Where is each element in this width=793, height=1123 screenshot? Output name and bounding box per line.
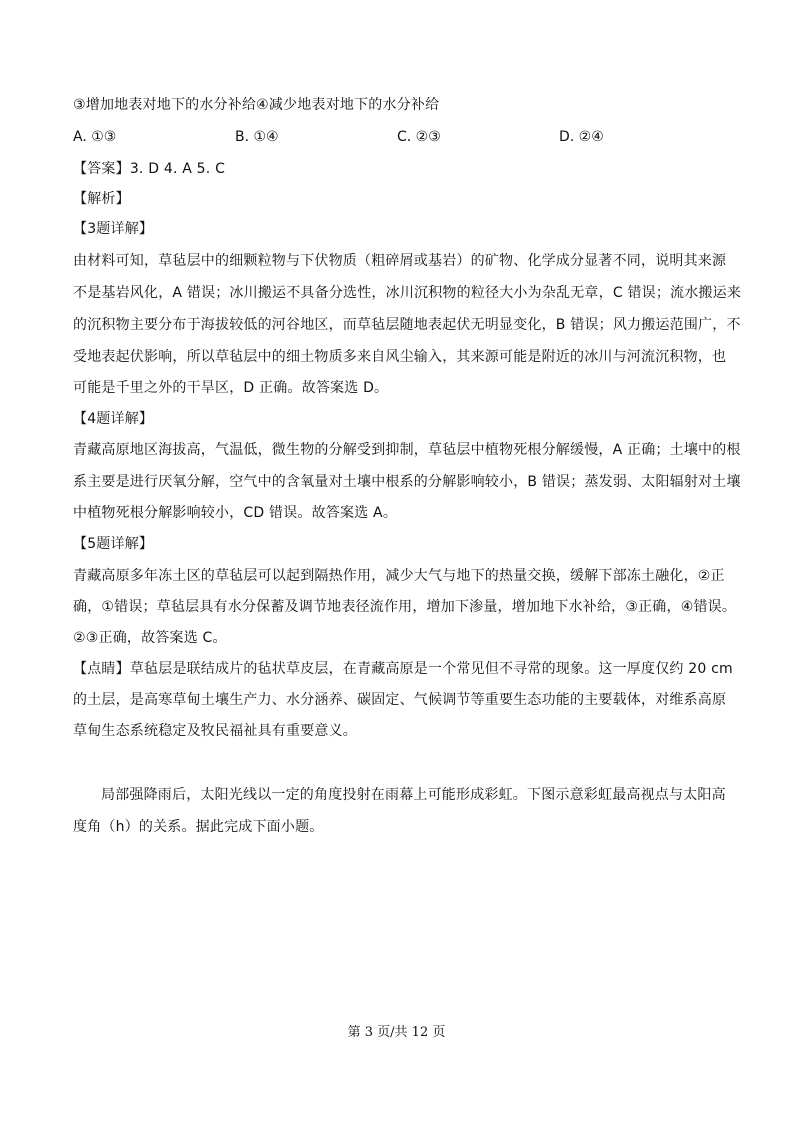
point-label: 【点睛】 (73, 661, 130, 677)
question-5-line: 确，①错误；草毡层具有水分保蓄及调节地表径流作用，增加下渗量，增加地下水补给，③正确，④错误。 (73, 599, 737, 615)
new-question-intro: 度角（h）的关系。据此完成下面小题。 (73, 819, 324, 835)
question-3-line: 不是基岩风化，A 错误；冰川搬运不具备分选性，冰川沉积物的粒径大小为杂乱无章，C 错误；流水搬运来 (73, 285, 742, 301)
point-line (73, 659, 733, 679)
option-c: C. ②③ (397, 129, 441, 145)
new-question-intro: 局部强降雨后，太阳光线以一定的角度投射在雨幕上可能形成彩虹。下图示意彩虹最高视点与太阳高 (101, 787, 726, 803)
question-4-label: 【4题详解】 (73, 411, 154, 427)
question-4-line: 青藏高原地区海拔高，气温低，微生物的分解受到抑制，草毡层中植物死根分解缓慢，A 正确；土壤中的根 (73, 442, 741, 458)
question-4-line: 系主要是进行厌氧分解，空气中的含氧量对土壤中根系的分解影响较小，B 错误；蒸发弱、太阳辐射对土壤 (73, 474, 741, 490)
answer-text: 3. D 4. A 5. C (129, 161, 226, 177)
page-footer: 第 3 页/共 12 页 (347, 1025, 446, 1040)
question-5-line: 青藏高原多年冻土区的草毡层可以起到隔热作用，减少大气与地下的热量交换，缓解下部冻土融化，②正 (73, 568, 725, 584)
option-b: B. ①④ (235, 129, 279, 145)
question-5-line: ②③正确，故答案选 C。 (73, 630, 227, 646)
question-3-line: 由材料可知，草毡层中的细颗粒物与下伏物质（粗碎屑或基岩）的矿物、化学成分显著不同，说明其来源 (73, 253, 727, 269)
answer-label: 【答案】 (73, 161, 130, 177)
analysis-label: 【解析】 (73, 191, 130, 207)
option-d: D. ②④ (559, 129, 604, 145)
point-line: 的土层，是高寒草甸土壤生产力、水分涵养、碳固定、气候调节等重要生态功能的主要载体，对维系高原 (73, 692, 727, 708)
question-option-line: ③增加地表对地下的水分补给④减少地表对地下的水分补给 (73, 97, 440, 113)
question-3-line: 的沉积物主要分布于海拔较低的河谷地区，而草毡层随地表起伏无明显变化，B 错误；风力搬运范围广，不 (73, 317, 741, 333)
question-3-line: 可能是千里之外的干旱区，D 正确。故答案选 D。 (73, 380, 389, 396)
answer-options (73, 127, 723, 147)
question-3-label: 【3题详解】 (73, 221, 154, 237)
question-4-line: 中植物死根分解影响较小，CD 错误。故答案选 A。 (73, 505, 398, 521)
answer-line (73, 159, 225, 179)
question-5-label: 【5题详解】 (73, 536, 154, 552)
question-3-line: 受地表起伏影响，所以草毡层中的细土物质多来自风尘输入，其来源可能是附近的冰川与河流沉积物，也 (73, 349, 727, 365)
point-text: 草毡层是联结成片的毡状草皮层，在青藏高原是一个常见但不寻常的现象。这一厚度仅约 20 cm (129, 661, 733, 677)
point-line: 草甸生态系统稳定及牧民福祉具有重要意义。 (73, 723, 357, 739)
option-a: A. ①③ (73, 129, 117, 145)
